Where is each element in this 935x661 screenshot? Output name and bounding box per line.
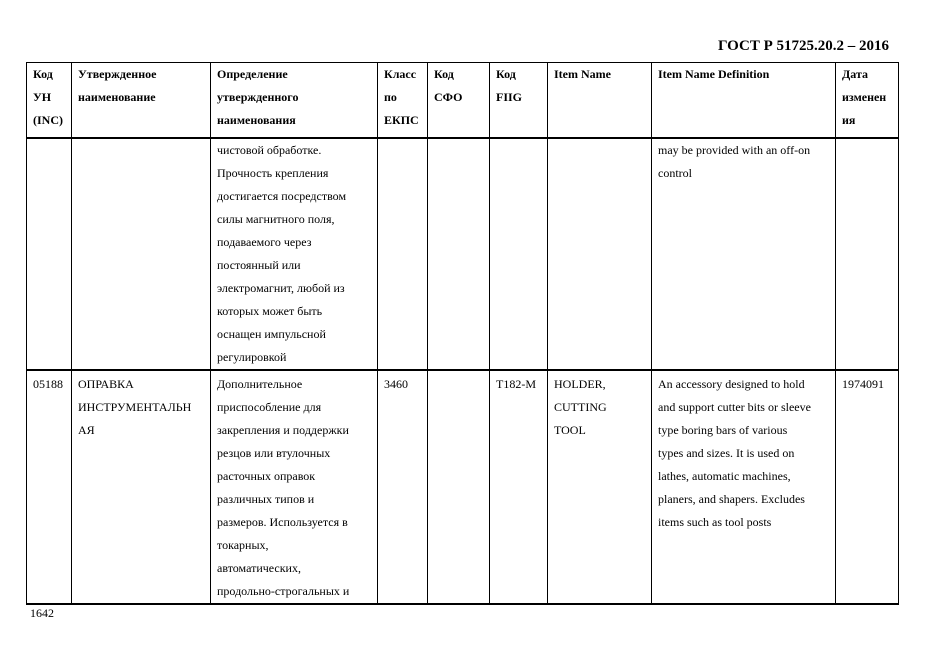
cell-text-line: продольно-строгальных и <box>217 583 350 598</box>
header-row <box>27 63 899 138</box>
cell-text-line: оснащен импульсной <box>217 326 326 341</box>
cell-text-line: подаваемого через <box>217 234 312 249</box>
cell-text-line: изменен <box>842 90 887 104</box>
cell-inc <box>27 370 72 604</box>
cell-text-line: наименование <box>78 90 156 104</box>
cell-text-line: ОПРАВКА <box>78 376 134 391</box>
cell-item-name <box>548 370 652 604</box>
cell-text-line: (INC) <box>33 113 63 127</box>
cell-text-line: регулировкой <box>217 349 287 364</box>
cell-approved-name <box>72 138 211 370</box>
header-sfo-code <box>428 63 490 138</box>
cell-change-date <box>836 370 899 604</box>
cell-text-line: and support cutter bits or sleeve <box>658 399 811 414</box>
cell-text-line: T182-M <box>496 376 536 391</box>
cell-item-name <box>548 138 652 370</box>
cell-text-line: Код <box>33 67 53 81</box>
cell-text-line: различных типов и <box>217 491 315 506</box>
cell-text-line: расточных оправок <box>217 468 316 483</box>
cell-text-line: Item Name Definition <box>658 67 770 81</box>
cell-item-name-definition <box>652 138 836 370</box>
cell-text-line: ИНСТРУМЕНТАЛЬН <box>78 399 192 414</box>
cell-text-line: Прочность крепления <box>217 165 329 180</box>
cell-text-line: силы магнитного поля, <box>217 211 335 226</box>
cell-text-line: размеров. Используется в <box>217 514 348 529</box>
cell-text-line: 3460 <box>384 376 408 391</box>
cell-text-line: may be provided with an off-on <box>658 142 811 157</box>
cell-text-line: чистовой обработке. <box>217 142 322 157</box>
cell-text-line: наименования <box>217 113 296 127</box>
cell-text-line: закрепления и поддержки <box>217 422 349 437</box>
cell-text-line: Утвержденное <box>78 67 157 81</box>
cell-text-line: items such as tool posts <box>658 514 772 529</box>
cell-text-line: 1974091 <box>842 376 884 391</box>
cell-text-line: 05188 <box>33 376 63 391</box>
cell-fiig-code <box>490 138 548 370</box>
cell-text-line: Дополнительное <box>217 376 303 391</box>
cell-approved-name <box>72 370 211 604</box>
page-number: 1642 <box>30 606 54 620</box>
cell-text-line: СФО <box>434 90 463 104</box>
cell-text-line: постоянный или <box>217 257 301 272</box>
cell-text-line: Код <box>434 67 454 81</box>
cell-sfo-code <box>428 370 490 604</box>
cell-ekps-class <box>378 370 428 604</box>
cell-text-line: токарных, <box>217 537 269 552</box>
cell-text-line: АЯ <box>78 422 95 437</box>
header-item-name-definition <box>652 63 836 138</box>
cell-text-line: достигается посредством <box>217 188 347 203</box>
cell-text-line: CUTTING <box>554 399 607 414</box>
cell-text-line: HOLDER, <box>554 376 606 391</box>
cell-definition <box>211 138 378 370</box>
cell-text-line: по <box>384 90 397 104</box>
cell-text-line: резцов или втулочных <box>217 445 331 460</box>
cell-text-line: FIIG <box>496 90 523 104</box>
cell-ekps-class <box>378 138 428 370</box>
table-row <box>27 370 899 604</box>
cell-inc <box>27 138 72 370</box>
cell-sfo-code <box>428 138 490 370</box>
cell-text-line: type boring bars of various <box>658 422 788 437</box>
cell-text-line: planers, and shapers. Excludes <box>658 491 805 506</box>
header-definition <box>211 63 378 138</box>
cell-text-line: автоматических, <box>217 560 301 575</box>
cell-text-line: утвержденного <box>217 90 299 104</box>
cell-text-line: control <box>658 165 692 180</box>
cell-text-line: которых может быть <box>217 303 323 318</box>
cell-text-line: ЕКПС <box>384 113 419 127</box>
cell-text-line: lathes, automatic machines, <box>658 468 791 483</box>
cell-fiig-code <box>490 370 548 604</box>
cell-text-line: Дата <box>842 67 868 81</box>
cell-text-line: Класс <box>384 67 417 81</box>
header-ekps-class <box>378 63 428 138</box>
document-title: ГОСТ Р 51725.20.2 – 2016 <box>717 38 889 54</box>
cell-text-line: Item Name <box>554 67 611 81</box>
header-fiig-code <box>490 63 548 138</box>
cell-definition <box>211 370 378 604</box>
cell-text-line: TOOL <box>554 422 586 437</box>
cell-text-line: УН <box>33 90 52 104</box>
cell-text-line: types and sizes. It is used on <box>658 445 795 460</box>
catalog-table <box>26 62 899 605</box>
header-approved-name <box>72 63 211 138</box>
cell-text-line: An accessory designed to hold <box>658 376 805 391</box>
header-item-name <box>548 63 652 138</box>
cell-item-name-definition <box>652 370 836 604</box>
cell-text-line: Код <box>496 67 516 81</box>
cell-change-date <box>836 138 899 370</box>
header-change-date <box>836 63 899 138</box>
cell-text-line: электромагнит, любой из <box>217 280 345 295</box>
header-inc <box>27 63 72 138</box>
cell-text-line: Определение <box>217 67 288 81</box>
table-row <box>27 138 899 370</box>
cell-text-line: ия <box>842 113 856 127</box>
cell-text-line: приспособление для <box>217 399 322 414</box>
